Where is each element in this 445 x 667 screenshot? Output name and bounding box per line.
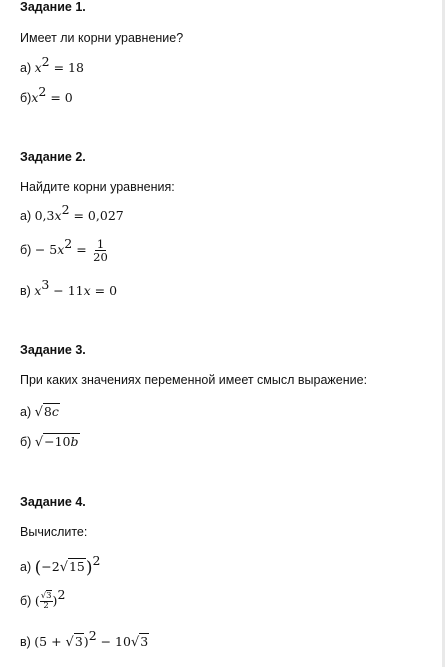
task-2-item-a: а) $0,3x^2 = 0,027$: [20, 201, 124, 223]
task-2-item-b: $б) - 5x^2$ = $\frac{1}{20}$: [20, 235, 108, 265]
task-3-item-a: а) √8c: [20, 404, 59, 420]
item-label: б): [20, 242, 32, 257]
item-label: б): [20, 594, 32, 609]
task-4-item-b: б) ( $\frac{√3}{2}$ )$^2$: [20, 586, 66, 612]
task-3-prompt: При каких значениях переменной имеет смысл выражение:: [20, 373, 368, 387]
task-1-heading: Задание 1.: [20, 0, 86, 14]
task-2-heading: Задание 2.: [20, 150, 86, 164]
task-4-item-a: а) $(-2√15)^2$: [20, 552, 101, 578]
task-2-item-c: в) $x^3 - 11x = 0$: [20, 276, 118, 298]
fraction: $\frac{√3}{2}$: [40, 591, 52, 612]
task-2-prompt: Найдите корни уравнения:: [20, 180, 175, 194]
item-label: б): [20, 91, 32, 105]
task-1-item-a: а) $x^2 = 18$: [20, 53, 84, 75]
task-1-item-b: $б)x^2 = 0$: [20, 83, 73, 105]
task-4-prompt: Вычислите:: [20, 525, 88, 539]
fraction: $\frac{1}{20}$: [93, 237, 108, 265]
task-3-heading: Задание 3.: [20, 343, 86, 357]
task-1-prompt: Имеет ли корни уравнение?: [20, 31, 184, 45]
item-label: в): [20, 284, 31, 298]
item-label: а): [20, 405, 32, 419]
task-4-heading: Задание 4.: [20, 495, 86, 509]
item-label: в): [20, 635, 31, 649]
item-label: а): [20, 560, 32, 574]
task-3-item-b: б) √−10b: [20, 434, 79, 450]
item-label: а): [20, 209, 32, 223]
item-label: а): [20, 61, 32, 75]
item-label: б): [20, 435, 32, 449]
task-4-item-c: в) $(5 + √3)^2 - 10√3$: [20, 627, 149, 650]
